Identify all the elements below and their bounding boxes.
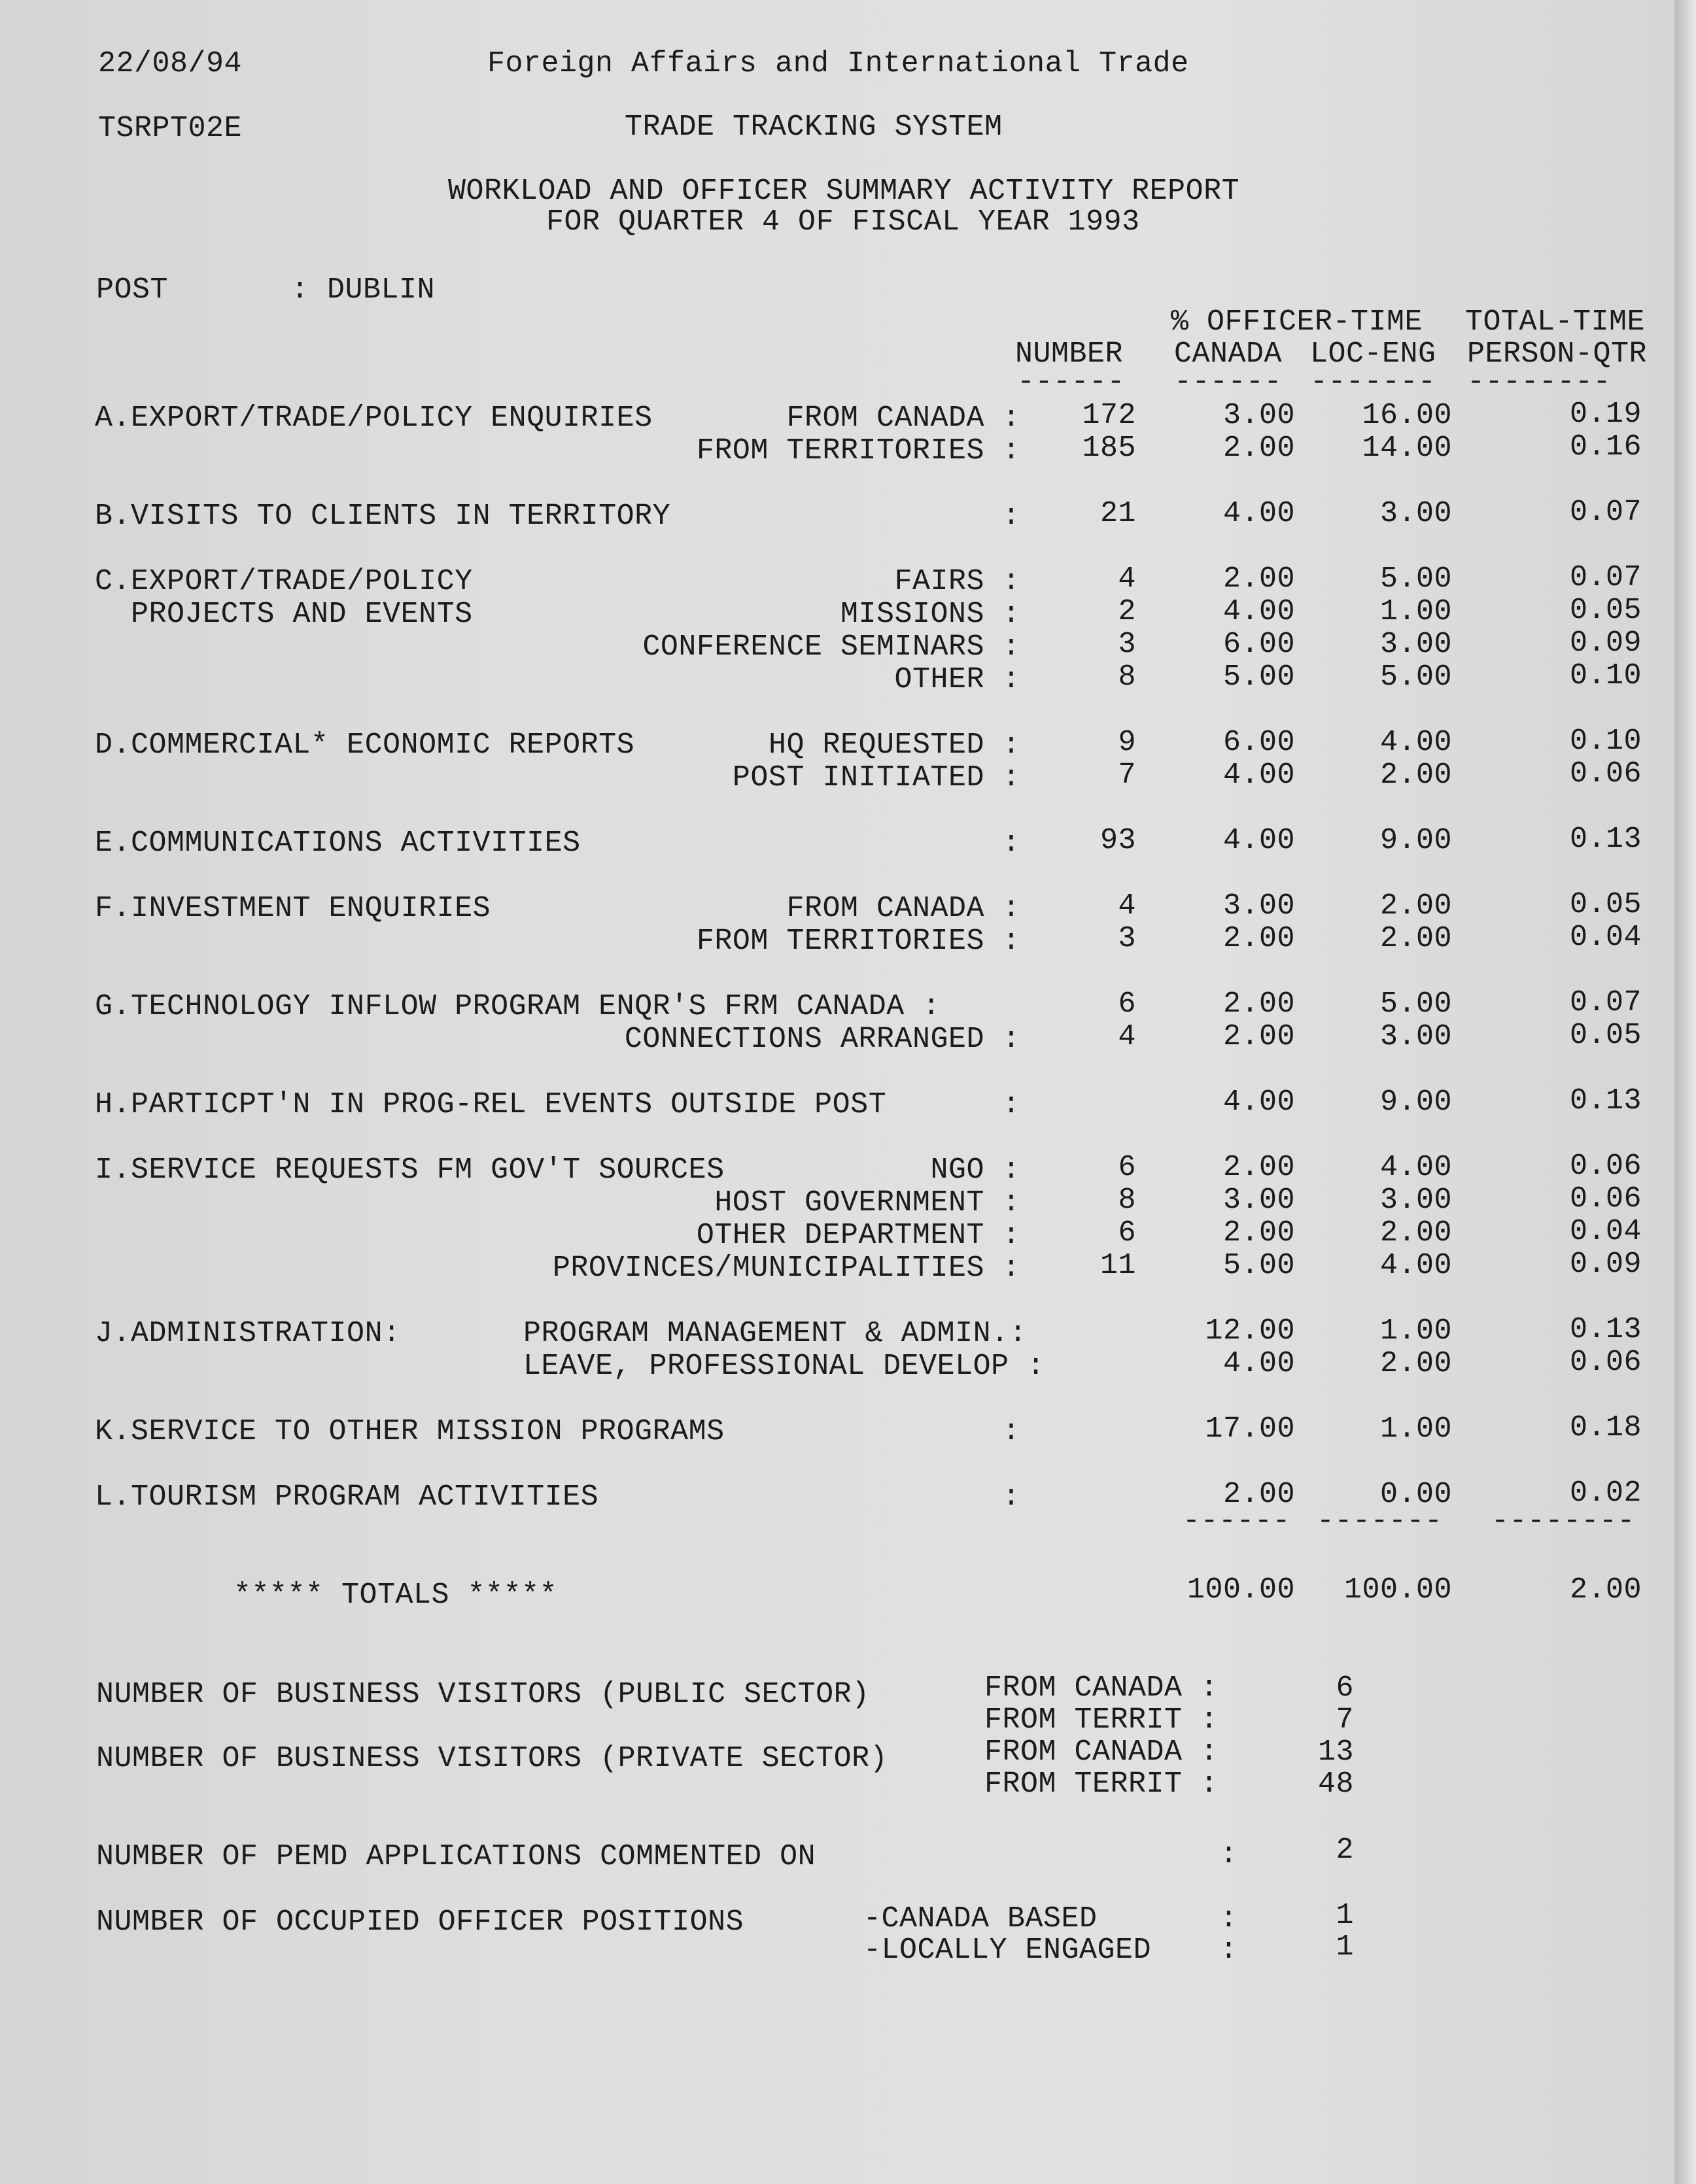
row-category: A.EXPORT/TRADE/POLICY ENQUIRIES: [95, 401, 653, 435]
row-subcategory: POST INITIATED :: [732, 761, 1020, 794]
private-from-territ: FROM TERRIT :: [984, 1767, 1219, 1801]
row-number: 8: [1118, 1184, 1136, 1217]
pemd-value: 2: [1336, 1834, 1354, 1867]
row-person-qtr: 0.07: [1569, 986, 1642, 1019]
row-canada-pct: 4.00: [1222, 595, 1295, 628]
row-loc-eng-pct: 2.00: [1379, 759, 1452, 792]
row-canada-pct: 4.00: [1222, 497, 1295, 530]
report-period: FOR QUARTER 4 OF FISCAL YEAR 1993: [546, 205, 1140, 239]
row-category: F.INVESTMENT ENQUIRIES: [95, 892, 491, 925]
row-person-qtr: 0.18: [1569, 1411, 1642, 1444]
loc-eng-header: LOC-ENG: [1310, 337, 1436, 371]
row-subcategory: HQ REQUESTED :: [768, 728, 1020, 762]
row-person-qtr: 0.10: [1569, 725, 1642, 758]
row-canada-pct: 12.00: [1205, 1314, 1295, 1348]
row-person-qtr: 0.13: [1569, 823, 1642, 856]
number-header: NUMBER: [1015, 337, 1124, 371]
row-subcategory: PROVINCES/MUNICIPALITIES :: [552, 1252, 1020, 1285]
private-canada-value: 13: [1317, 1735, 1354, 1769]
row-canada-pct: 2.00: [1222, 987, 1295, 1021]
row-loc-eng-pct: 5.00: [1379, 987, 1452, 1021]
row-canada-pct: 6.00: [1222, 628, 1295, 661]
row-number: 6: [1118, 987, 1136, 1021]
officer-positions-label: NUMBER OF OCCUPIED OFFICER POSITIONS: [96, 1905, 744, 1939]
officer-time-header: % OFFICER-TIME: [1171, 305, 1423, 339]
row-category: L.TOURISM PROGRAM ACTIVITIES: [95, 1480, 599, 1514]
post-label: POST: [96, 273, 169, 307]
row-canada-pct: 2.00: [1222, 1020, 1295, 1053]
row-loc-eng-pct: 9.00: [1379, 824, 1452, 857]
person-qtr-underline: --------: [1467, 366, 1612, 399]
row-subcategory: PROGRAM MANAGEMENT & ADMIN.:: [523, 1317, 1028, 1350]
private-territ-value: 48: [1317, 1767, 1354, 1801]
row-category: K.SERVICE TO OTHER MISSION PROGRAMS: [95, 1415, 725, 1448]
row-subcategory: CONNECTIONS ARRANGED :: [624, 1023, 1020, 1056]
row-subcategory: :: [1002, 1480, 1020, 1514]
row-canada-pct: 5.00: [1222, 660, 1295, 694]
row-loc-eng-pct: 4.00: [1379, 1249, 1452, 1282]
row-loc-eng-pct: 4.00: [1379, 1151, 1452, 1184]
public-visitors-label: NUMBER OF BUSINESS VISITORS (PUBLIC SECTOR): [96, 1678, 870, 1711]
row-canada-pct: 4.00: [1222, 759, 1295, 792]
row-canada-pct: 3.00: [1222, 399, 1295, 432]
row-number: 6: [1118, 1216, 1136, 1250]
row-loc-eng-pct: 1.00: [1379, 1314, 1452, 1348]
row-number: 4: [1118, 1020, 1136, 1053]
canada-based-label: -CANADA BASED: [863, 1902, 1098, 1936]
row-category: B.VISITS TO CLIENTS IN TERRITORY: [95, 500, 671, 533]
row-canada-pct: 2.00: [1222, 1216, 1295, 1250]
row-subcategory: FROM TERRITORIES :: [696, 925, 1020, 958]
row-subcategory: MISSIONS :: [840, 598, 1020, 631]
report-date: 22/08/94: [98, 47, 243, 80]
row-person-qtr: 0.07: [1569, 496, 1642, 529]
totals-loc-eng: 100.00: [1343, 1573, 1452, 1607]
canada-total-underline: ------: [1183, 1505, 1291, 1538]
row-category: PROJECTS AND EVENTS: [95, 598, 473, 631]
post-value: : DUBLIN: [291, 273, 436, 307]
row-loc-eng-pct: 3.00: [1379, 1020, 1452, 1053]
row-person-qtr: 0.05: [1569, 888, 1642, 921]
row-number: 2: [1118, 595, 1136, 628]
row-loc-eng-pct: 2.00: [1379, 1216, 1452, 1250]
row-person-qtr: 0.07: [1569, 561, 1642, 594]
row-loc-eng-pct: 9.00: [1379, 1085, 1452, 1119]
row-number: 6: [1118, 1151, 1136, 1184]
row-canada-pct: 4.00: [1222, 1085, 1295, 1119]
row-number: 172: [1082, 399, 1136, 432]
person-qtr-total-underline: --------: [1491, 1505, 1636, 1538]
row-canada-pct: 2.00: [1222, 1151, 1295, 1184]
totals-canada: 100.00: [1186, 1573, 1295, 1607]
row-canada-pct: 2.00: [1222, 922, 1295, 955]
row-canada-pct: 2.00: [1222, 562, 1295, 596]
row-person-qtr: 0.09: [1569, 626, 1642, 660]
row-person-qtr: 0.02: [1569, 1476, 1642, 1510]
total-time-header: TOTAL-TIME: [1465, 305, 1646, 339]
row-number: 185: [1082, 432, 1136, 465]
row-number: 7: [1118, 759, 1136, 792]
row-loc-eng-pct: 5.00: [1379, 562, 1452, 596]
row-category: H.PARTICPT'N IN PROG-REL EVENTS OUTSIDE POST: [95, 1088, 887, 1121]
row-category: E.COMMUNICATIONS ACTIVITIES: [95, 827, 581, 860]
row-subcategory: OTHER DEPARTMENT :: [696, 1219, 1020, 1252]
page-edge: [1674, 0, 1696, 2184]
row-person-qtr: 0.04: [1569, 921, 1642, 954]
private-visitors-label: NUMBER OF BUSINESS VISITORS (PRIVATE SECTOR): [96, 1742, 888, 1775]
row-loc-eng-pct: 2.00: [1379, 922, 1452, 955]
row-loc-eng-pct: 14.00: [1362, 432, 1452, 465]
row-person-qtr: 0.06: [1569, 1346, 1642, 1379]
row-person-qtr: 0.16: [1569, 430, 1642, 464]
row-category: J.ADMINISTRATION:: [95, 1317, 401, 1350]
row-loc-eng-pct: 1.00: [1379, 595, 1452, 628]
row-number: 11: [1099, 1249, 1136, 1282]
row-subcategory: :: [1002, 1088, 1020, 1121]
row-number: 3: [1118, 922, 1136, 955]
row-person-qtr: 0.05: [1569, 594, 1642, 627]
row-canada-pct: 17.00: [1205, 1412, 1295, 1446]
row-subcategory: :: [1002, 500, 1020, 533]
pemd-colon: :: [1220, 1838, 1238, 1871]
row-person-qtr: 0.04: [1569, 1215, 1642, 1248]
row-subcategory: HOST GOVERNMENT :: [714, 1186, 1020, 1220]
public-canada-value: 6: [1336, 1671, 1354, 1705]
row-loc-eng-pct: 3.00: [1379, 1184, 1452, 1217]
row-loc-eng-pct: 16.00: [1362, 399, 1452, 432]
row-number: 4: [1118, 562, 1136, 596]
locally-engaged-label: -LOCALLY ENGAGED: [863, 1934, 1152, 1967]
row-person-qtr: 0.05: [1569, 1019, 1642, 1052]
report-title: WORKLOAD AND OFFICER SUMMARY ACTIVITY REPORT: [448, 175, 1240, 208]
totals-person-qtr: 2.00: [1569, 1573, 1642, 1607]
row-subcategory: :: [1002, 827, 1020, 860]
public-territ-value: 7: [1336, 1703, 1354, 1737]
row-person-qtr: 0.19: [1569, 398, 1642, 431]
row-subcategory: LEAVE, PROFESSIONAL DEVELOP :: [523, 1350, 1045, 1383]
row-canada-pct: 3.00: [1222, 1184, 1295, 1217]
row-category: I.SERVICE REQUESTS FM GOV'T SOURCES: [95, 1153, 725, 1187]
row-subcategory: CONFERENCE SEMINARS :: [642, 630, 1020, 664]
loc-eng-total-underline: -------: [1317, 1505, 1443, 1538]
row-loc-eng-pct: 1.00: [1379, 1412, 1452, 1446]
row-subcategory: FROM CANADA :: [786, 892, 1020, 925]
row-number: 8: [1118, 660, 1136, 694]
row-loc-eng-pct: 3.00: [1379, 628, 1452, 661]
row-person-qtr: 0.09: [1569, 1248, 1642, 1281]
row-person-qtr: 0.10: [1569, 659, 1642, 692]
locally-engaged-value: 1: [1336, 1930, 1354, 1964]
row-loc-eng-pct: 4.00: [1379, 726, 1452, 759]
row-person-qtr: 0.13: [1569, 1313, 1642, 1346]
pemd-label: NUMBER OF PEMD APPLICATIONS COMMENTED ON: [96, 1840, 816, 1873]
row-loc-eng-pct: 0.00: [1379, 1478, 1452, 1511]
department-name: Foreign Affairs and International Trade: [487, 47, 1189, 80]
row-loc-eng-pct: 5.00: [1379, 660, 1452, 694]
locally-engaged-colon: :: [1220, 1934, 1238, 1967]
row-person-qtr: 0.06: [1569, 1182, 1642, 1216]
person-qtr-header: PERSON-QTR: [1467, 337, 1648, 371]
row-category: D.COMMERCIAL* ECONOMIC REPORTS: [95, 728, 635, 762]
canada-based-colon: :: [1220, 1902, 1238, 1936]
canada-based-value: 1: [1336, 1899, 1354, 1932]
loc-eng-underline: -------: [1310, 366, 1436, 399]
row-canada-pct: 6.00: [1222, 726, 1295, 759]
row-category: G.TECHNOLOGY INFLOW PROGRAM ENQR'S FRM CANADA :: [95, 990, 941, 1023]
row-person-qtr: 0.06: [1569, 1150, 1642, 1183]
row-loc-eng-pct: 2.00: [1379, 889, 1452, 923]
row-canada-pct: 3.00: [1222, 889, 1295, 923]
row-subcategory: FAIRS :: [894, 565, 1020, 598]
row-person-qtr: 0.06: [1569, 757, 1642, 791]
row-subcategory: FROM TERRITORIES :: [696, 434, 1020, 468]
row-number: 3: [1118, 628, 1136, 661]
row-canada-pct: 2.00: [1222, 1478, 1295, 1511]
row-person-qtr: 0.13: [1569, 1084, 1642, 1118]
row-canada-pct: 5.00: [1222, 1249, 1295, 1282]
private-from-canada: FROM CANADA :: [984, 1735, 1219, 1769]
public-from-territ: FROM TERRIT :: [984, 1703, 1219, 1737]
row-number: 93: [1099, 824, 1136, 857]
row-category: C.EXPORT/TRADE/POLICY: [95, 565, 473, 598]
number-underline: ------: [1017, 366, 1126, 399]
row-canada-pct: 2.00: [1222, 432, 1295, 465]
row-number: 21: [1099, 497, 1136, 530]
row-canada-pct: 4.00: [1222, 824, 1295, 857]
row-number: 9: [1118, 726, 1136, 759]
row-subcategory: FROM CANADA :: [786, 401, 1020, 435]
row-loc-eng-pct: 3.00: [1379, 497, 1452, 530]
row-subcategory: :: [1002, 1415, 1020, 1448]
public-from-canada: FROM CANADA :: [984, 1671, 1219, 1705]
canada-underline: ------: [1174, 366, 1283, 399]
totals-label: ***** TOTALS *****: [234, 1578, 558, 1612]
report-code: TSRPT02E: [98, 112, 243, 145]
row-canada-pct: 4.00: [1222, 1347, 1295, 1380]
row-subcategory: OTHER :: [894, 663, 1020, 696]
canada-header: CANADA: [1174, 337, 1283, 371]
row-number: 4: [1118, 889, 1136, 923]
row-subcategory: NGO :: [930, 1153, 1020, 1187]
system-name: TRADE TRACKING SYSTEM: [625, 111, 1003, 144]
row-loc-eng-pct: 2.00: [1379, 1347, 1452, 1380]
